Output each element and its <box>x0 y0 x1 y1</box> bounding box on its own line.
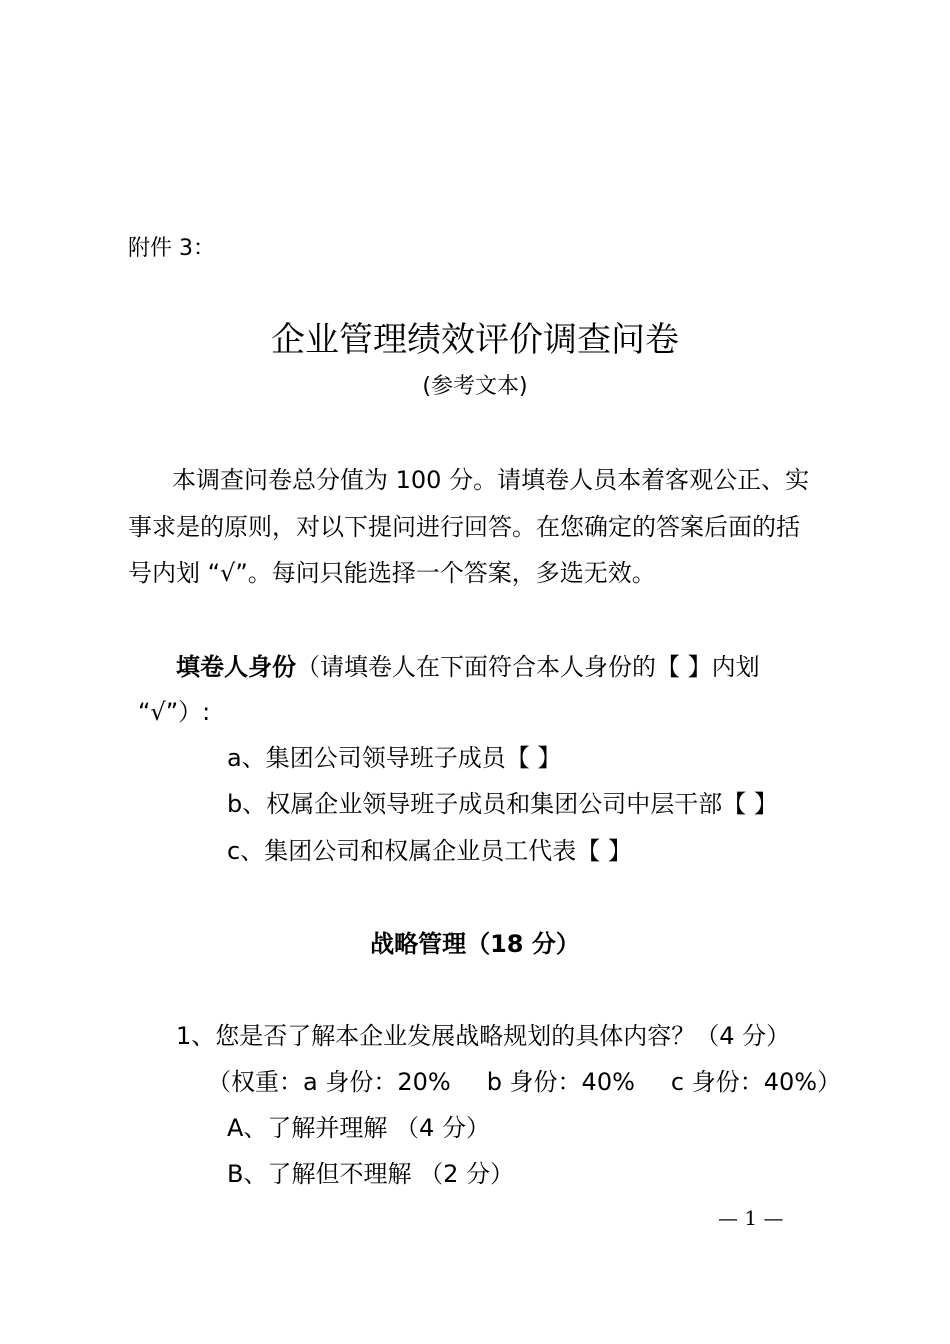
identity-instruction <box>176 647 760 682</box>
section-heading: 战略管理（18 分） <box>370 930 580 958</box>
identity-instruction-text: （请填卷人在下面符合本人身份的【 】内划 <box>296 653 760 681</box>
identity-label: 填卷人身份 <box>176 653 296 681</box>
document-title: 企业管理绩效评价调查问卷 <box>271 320 679 360</box>
identity-option-b[interactable]: b、权属企业领导班子成员和集团公司中层干部【 】 <box>227 790 778 818</box>
weight-a: （权重：a 身份：20% <box>207 1068 451 1096</box>
question-1-weights <box>207 1062 841 1097</box>
weight-c: c 身份：40%） <box>670 1068 842 1096</box>
question-1-answer-a[interactable]: A、了解并理解 （4 分） <box>227 1114 490 1142</box>
question-1-answer-b[interactable]: B、了解但不理解 （2 分） <box>227 1160 514 1188</box>
question-1-text: 1、您是否了解本企业发展战略规划的具体内容？（4 分） <box>176 1022 791 1050</box>
intro-paragraph-line-2: 事求是的原则，对以下提问进行回答。在您确定的答案后面的括 <box>128 513 800 541</box>
attachment-label: 附件 3： <box>128 236 215 261</box>
identity-option-a[interactable]: a、集团公司领导班子成员【 】 <box>227 744 562 772</box>
document-subtitle: (参考文本) <box>422 374 528 399</box>
page-number: — 1 — <box>718 1206 784 1230</box>
identity-option-c[interactable]: c、集团公司和权属企业员工代表【 】 <box>227 837 632 865</box>
intro-paragraph-line-3: 号内划 “√”。每问只能选择一个答案，多选无效。 <box>128 559 656 587</box>
weight-b: b 身份：40% <box>486 1068 635 1096</box>
identity-instruction-continued: “√”）: <box>138 698 211 726</box>
intro-paragraph-line-1: 本调查问卷总分值为 100 分。请填卷人员本着客观公正、实 <box>172 466 810 494</box>
